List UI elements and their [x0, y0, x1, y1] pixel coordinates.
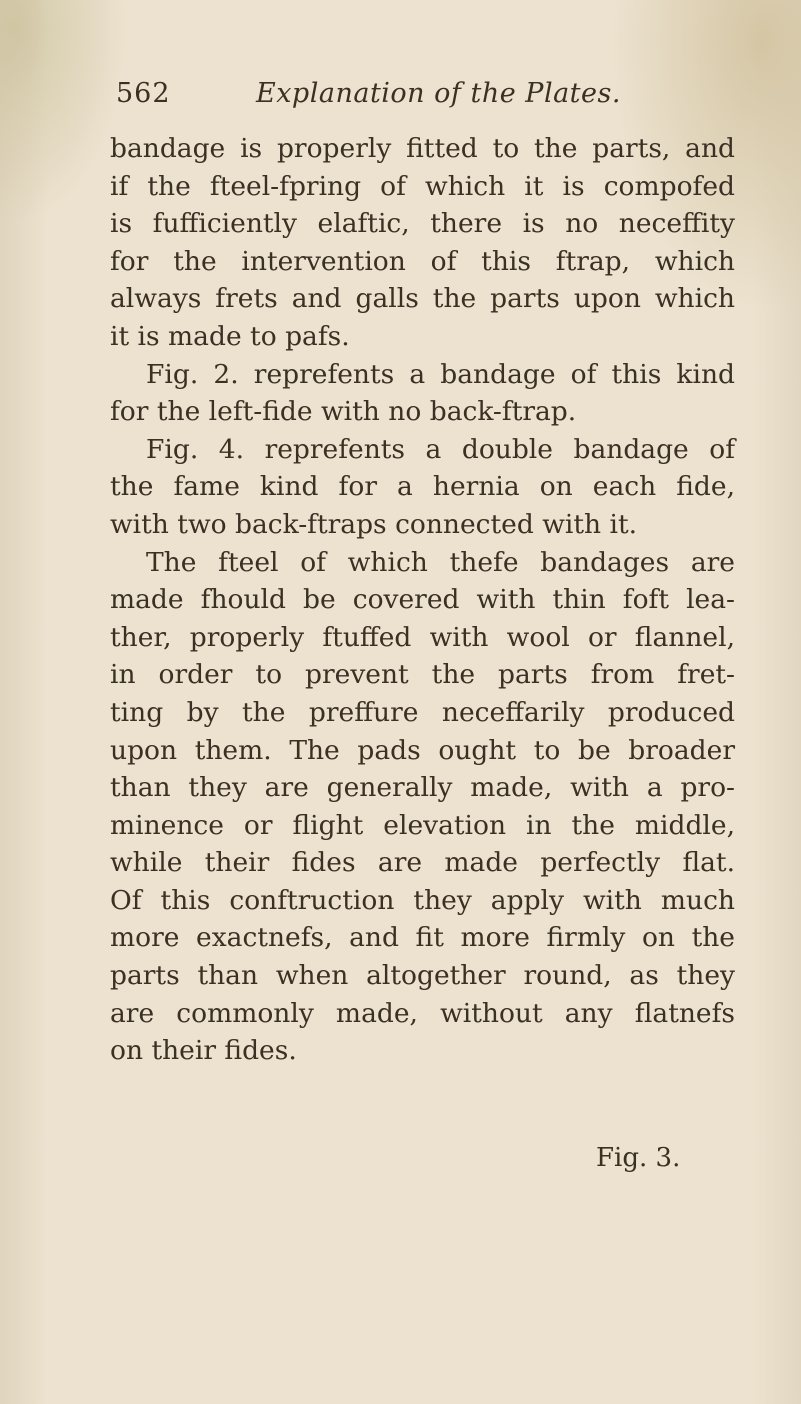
text-line: than they are generally made, with a pro-: [110, 772, 735, 804]
text-line: on their fides.: [110, 1035, 297, 1067]
text-line: ting by the preffure neceffarily produced: [110, 696, 735, 728]
text-line: in order to prevent the parts from fret-: [110, 659, 735, 691]
text-line: for the left-fide with no back-ftrap.: [110, 396, 577, 428]
text-line: minence or flight elevation in the middle,: [110, 809, 735, 841]
text-line: Fig. 4. reprefents a double bandage of: [146, 433, 735, 465]
text-line: Of this conftruction they apply with much: [110, 884, 735, 916]
text-line: it is made to pafs.: [110, 320, 350, 352]
text-line: The fteel of which thefe bandages are: [146, 546, 735, 578]
text-line: are commonly made, without any flatnefs: [110, 997, 735, 1029]
catchword: Fig. 3.: [596, 1143, 681, 1173]
text-line: ther, properly ftuffed with wool or flannel,: [110, 621, 735, 653]
page-number: 562: [116, 78, 171, 109]
text-line: while their fides are made perfectly flat.: [110, 847, 735, 879]
text-line: made fhould be covered with thin foft lea-: [110, 584, 735, 616]
text-line: with two back-ftraps connected with it.: [110, 508, 638, 540]
running-title: Explanation of the Plates.: [256, 78, 621, 109]
text-line: for the intervention of this ftrap, which: [110, 245, 735, 277]
text-line: if the fteel-fpring of which it is compofed: [110, 170, 735, 202]
body-text: [110, 130, 750, 1070]
text-line: upon them. The pads ought to be broader: [110, 734, 735, 766]
text-line: bandage is properly fitted to the parts, and: [110, 133, 735, 164]
text-line: always frets and galls the parts upon which: [110, 283, 735, 315]
page-header: [116, 78, 676, 128]
text-line: Fig. 2. reprefents a bandage of this kind: [146, 358, 735, 390]
text-line: parts than when altogether round, as they: [110, 960, 735, 992]
text-line: is fufficiently elaftic, there is no neceffity: [110, 208, 735, 240]
text-line: the fame kind for a hernia on each fide,: [110, 471, 735, 503]
text-line: more exactnefs, and fit more firmly on the: [110, 922, 735, 954]
